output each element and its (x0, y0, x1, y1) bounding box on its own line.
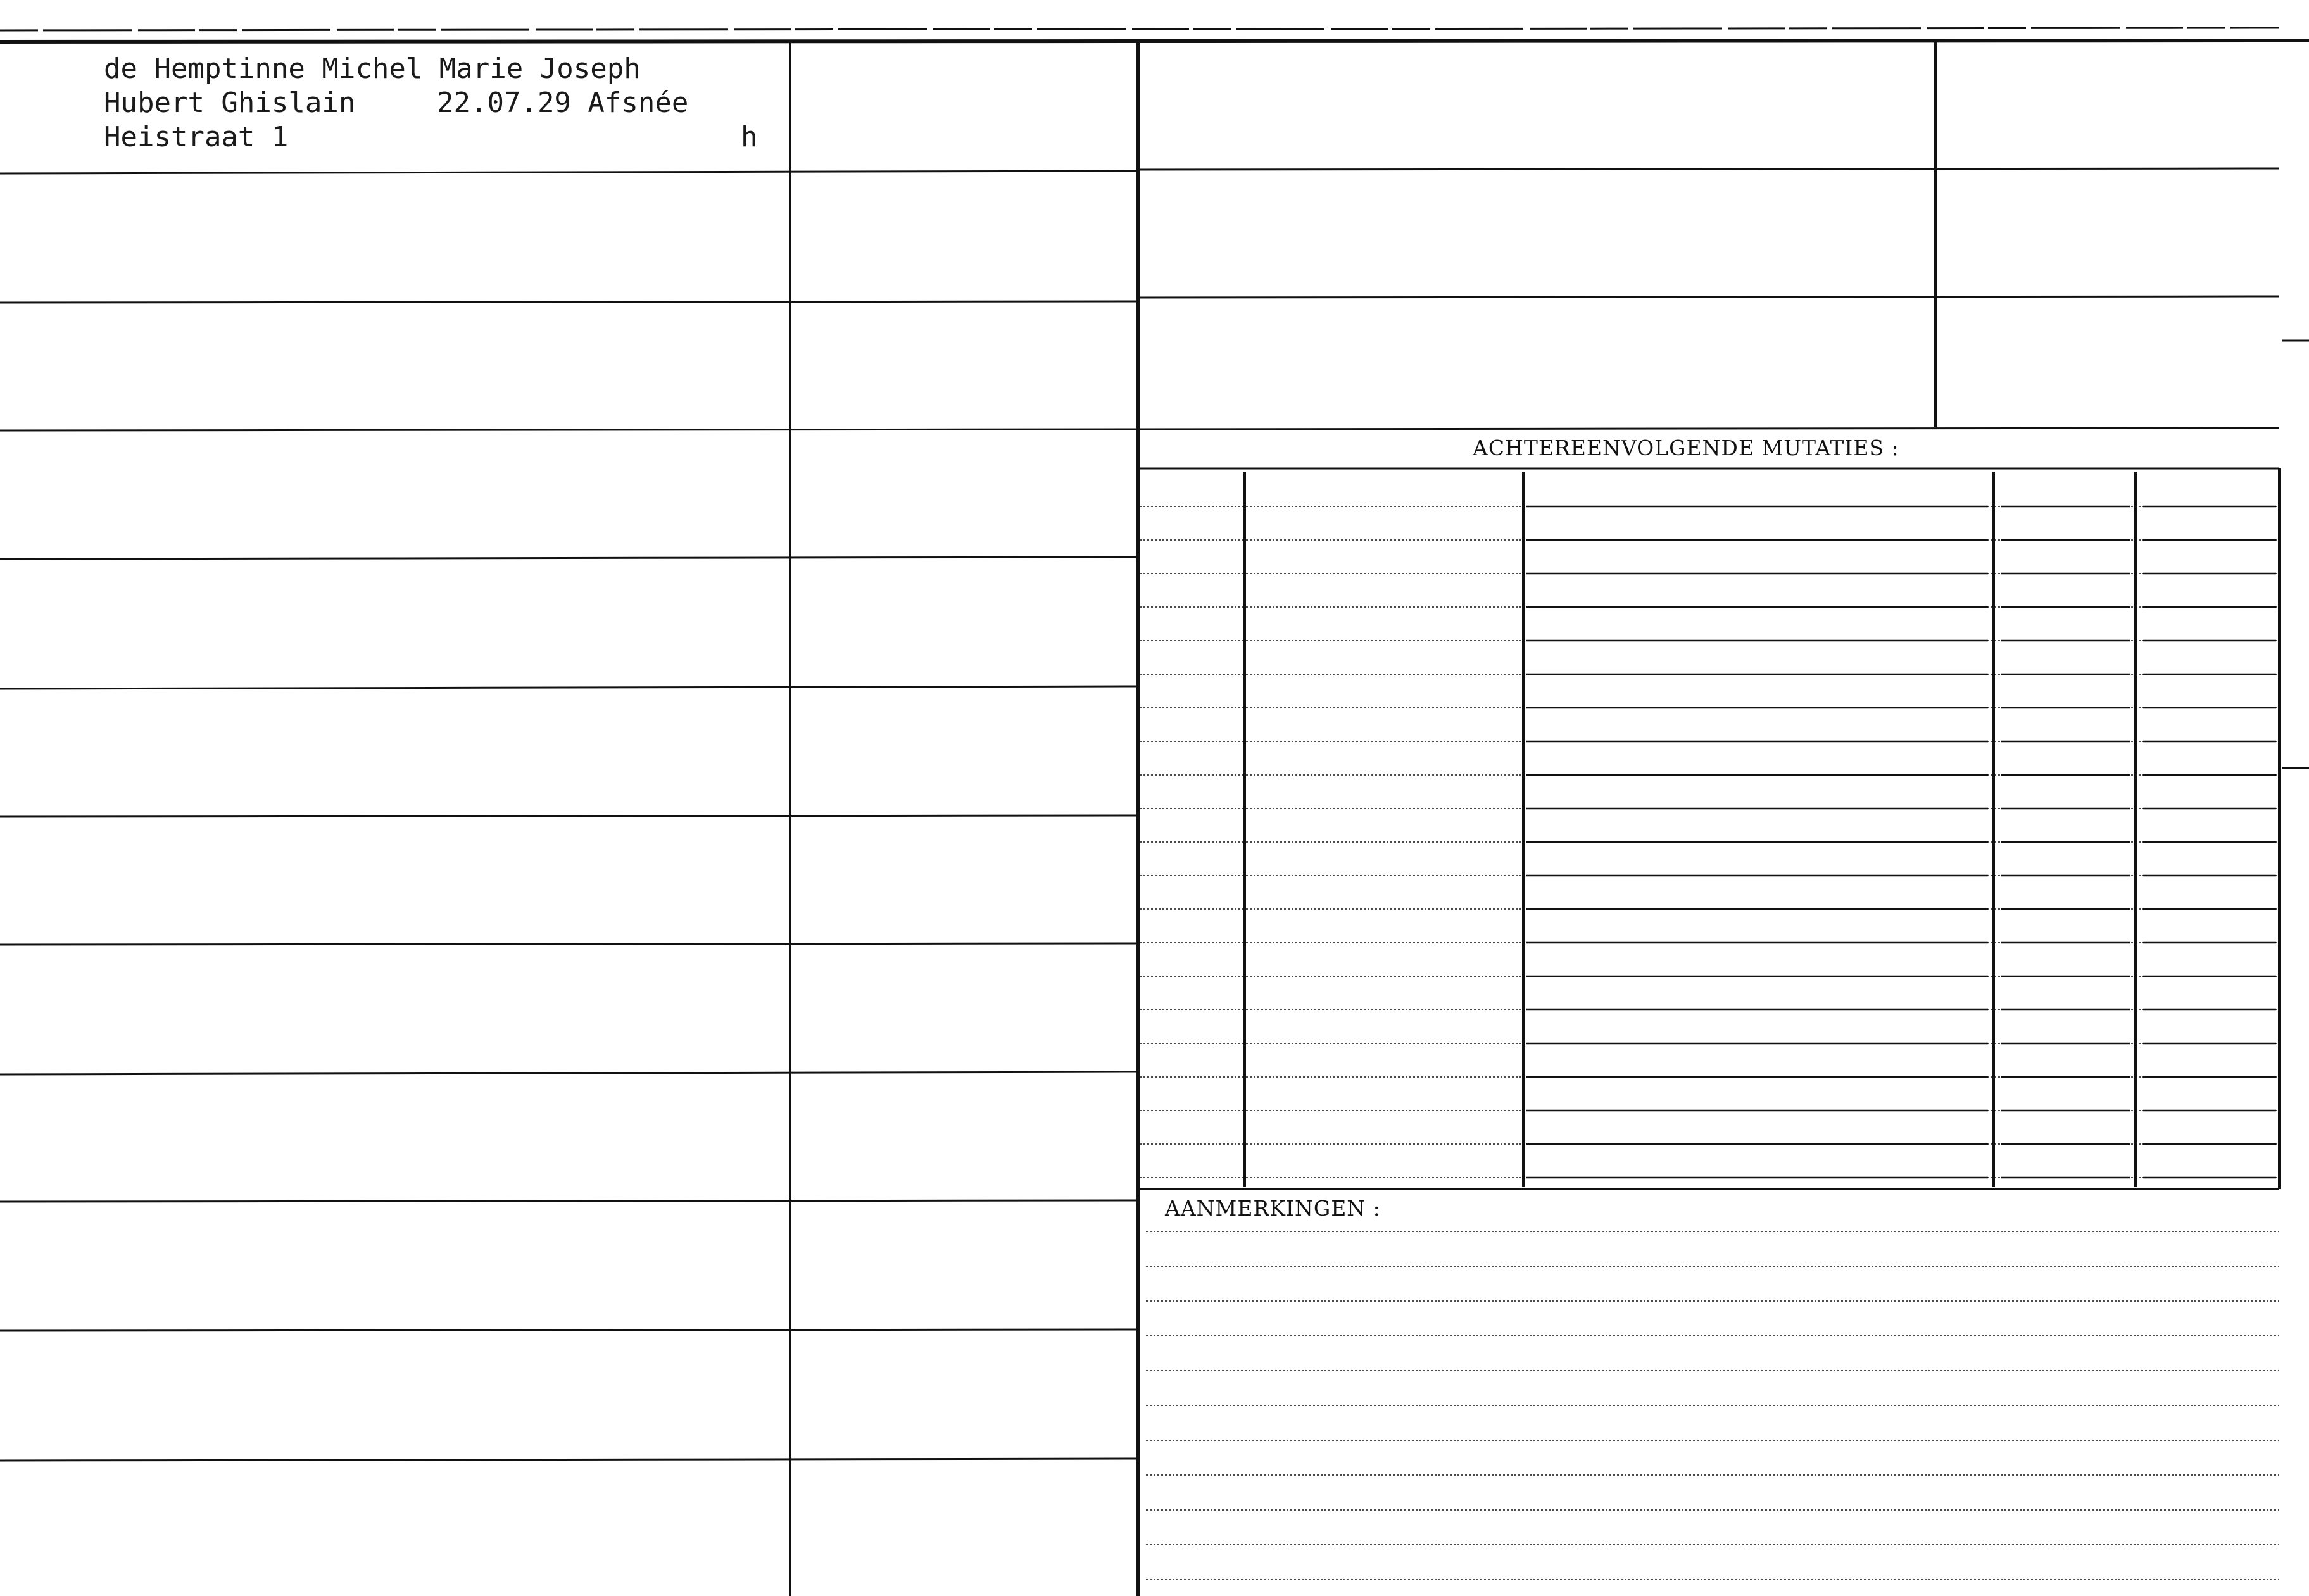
typed-marker: h (741, 121, 758, 153)
typed-address: Heistraat 1 (104, 121, 289, 153)
remarks-heading: AANMERKINGEN : (1165, 1196, 1381, 1221)
mutations-heading: ACHTEREENVOLGENDE MUTATIES : (1473, 436, 1899, 460)
typed-birth-info: 22.07.29 Afsnée (437, 87, 689, 119)
typed-name-line2: Hubert Ghislain (104, 87, 356, 119)
typed-name-line1: de Hemptinne Michel Marie Joseph (104, 53, 641, 85)
